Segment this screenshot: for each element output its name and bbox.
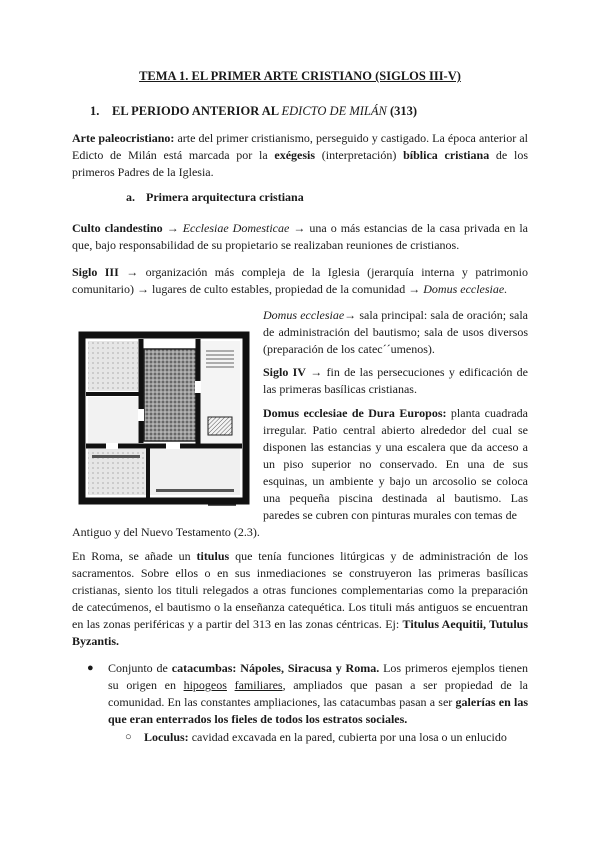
dura-europos-floor-plan-image: [66, 321, 256, 513]
text-run: Antiguo y del Nuevo Testamento (2.3).: [72, 525, 260, 539]
italic-term: Domus ecclesiae.: [423, 282, 508, 296]
text-run: En Roma, se añade un: [72, 549, 197, 563]
text-run: (interpretación): [315, 148, 404, 162]
term: Domus ecclesiae de Dura Europos:: [263, 406, 447, 420]
term: bíblica cristiana: [403, 148, 490, 162]
section-heading-1: [90, 104, 417, 119]
section-heading-italic: EDICTO DE MILÁN: [281, 104, 387, 118]
list-item: [72, 660, 528, 728]
term: Siglo III: [72, 265, 119, 279]
paragraph-culto-clandestino: [72, 220, 528, 254]
term: exégesis: [274, 148, 316, 162]
text-run: Los primeros ejemplos tienen su origen en: [108, 661, 529, 692]
text-run: que tenía funciones litúrgicas y de administración de los sacramentos. Sobre ellos o en sus inmediaciones se construyeron las primeras basílicas cristianas, siento los tituli relegados a otras funciones complementarias como la preparación de catecúmenos, el bautismo o la enseñanza catequética. Los tituli más antiguos se encuentran en las zonas periféricas y a partir del 313 en las zonas céntricas. Ej:: [72, 549, 528, 631]
term: titulus: [196, 549, 230, 563]
paragraph-dura-europos: [263, 405, 528, 524]
section-heading-tail: (313): [386, 104, 418, 118]
text-run: arte del primer cristianismo, perseguido y castigado. La época anterior al Edicto de Milán está marcada por la: [72, 131, 528, 162]
text-run: , ampliados que pasan a ser propiedad de la comunidad. En las constantes ampliaciones, las catacumbas pasan a ser: [108, 678, 529, 709]
text-run: Conjunto de: [108, 661, 172, 675]
subsection-heading-a: [126, 190, 304, 205]
floor-plan-drawing: [66, 321, 256, 513]
text-run: planta cuadrada irregular. Patio central abierto alrededor del cual se disponen las estancias y una escalera que da acceso a un piso superior no conservado. En una de sus esquinas, un ambiente y bajo un arcosolio se coloca una pequeña piscina destinada al bautismo. Las paredes se cubren con pinturas murales con temas de: [263, 406, 528, 522]
bullet-list: [72, 660, 528, 746]
bullet-marker: ●: [87, 662, 94, 674]
term: Loculus:: [144, 730, 189, 744]
section-number: 1.: [90, 104, 100, 118]
term: Arte paleocristiano:: [72, 131, 175, 145]
text-run: → una o más estancias de la casa privada en la que, bajo responsabilidad de su propietario se realizaban reuniones de cristianos.: [72, 221, 528, 252]
paragraph-dura-europos-continued: [72, 524, 528, 541]
text-run: de los primeros Padres de la Iglesia.: [72, 148, 528, 179]
page-title: TEMA 1. EL PRIMER ARTE CRISTIANO (SIGLOS III-V): [139, 69, 461, 83]
term: Siglo IV: [263, 365, 306, 379]
underlined-term: familiares: [234, 678, 283, 692]
text-run: → fin de las persecuciones y edificación de las primeras basílicas cristianas.: [263, 365, 528, 396]
term: Titulus Aequitii, Tutulus Byzantis.: [72, 617, 528, 648]
sub-list-item: [72, 729, 528, 746]
text-run: → sala principal: sala de oración; sala de administración del bautismo; sala de usos diversos (preparación de los catec´´umenos).: [263, 308, 528, 356]
section-heading-text: EL PERIODO ANTERIOR AL: [112, 104, 282, 118]
paragraph-siglo-iv: [263, 364, 528, 398]
subsection-number: a.: [126, 190, 135, 204]
paragraph-domus-ecclesiae: [263, 307, 528, 358]
text-run: → organización más compleja de la Iglesia (jerarquía interna y patrimonio comunitario) → lugares de culto estables, propiedad de la comunidad →: [72, 265, 528, 296]
term: catacumbas: Nápoles, Siracusa y Roma.: [171, 661, 380, 675]
text-run: [227, 678, 235, 692]
paragraph-siglo-iii: [72, 264, 528, 298]
paragraph-roma-titulus: [72, 548, 528, 650]
text-run: →: [162, 221, 183, 235]
subsection-heading-text: Primera arquitectura cristiana: [146, 190, 304, 204]
text-run: cavidad excavada en la pared, cubierta por una losa o un enlucido: [188, 730, 507, 744]
italic-term: Ecclesiae Domesticae: [182, 221, 290, 235]
paragraph-arte-paleocristiano: [72, 130, 528, 181]
term: Culto clandestino: [72, 221, 163, 235]
sub-bullet-marker: ○: [125, 731, 132, 743]
italic-term: Domus ecclesiae: [263, 308, 345, 322]
underlined-term: hipogeos: [183, 678, 227, 692]
term: galerías en las que eran enterrados los fieles de todos los estratos sociales.: [108, 695, 529, 726]
